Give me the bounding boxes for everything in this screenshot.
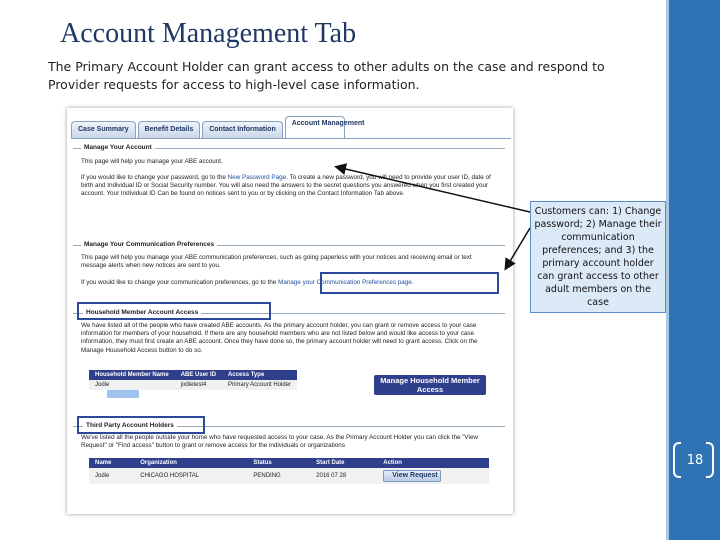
manage-household-access-button[interactable]: Manage Household Member Access xyxy=(374,375,486,395)
new-password-link[interactable]: New Password Page xyxy=(227,174,287,181)
communication-preferences-link[interactable]: Manage your Communication Preferences page. xyxy=(278,279,414,286)
callout-box: Customers can: 1) Change password; 2) Manage their communication preferences; and 3) the primary account holder can grant access to other adult members on the case xyxy=(530,201,666,313)
third-party-col-start: Start Date xyxy=(310,458,377,468)
communication-heading: Manage Your Communication Preferences xyxy=(81,241,217,248)
third-party-cell-name: Jodie xyxy=(89,468,134,484)
manage-account-intro: This page will help you manage your ABE account. xyxy=(81,158,223,165)
household-cell-userid: jodietest4 xyxy=(175,380,222,390)
tab-account-management[interactable]: Account Management xyxy=(285,116,345,138)
arrow-to-communication xyxy=(506,228,530,268)
third-party-heading: Third Party Account Holders xyxy=(83,422,177,429)
tab-case-summary[interactable]: Case Summary xyxy=(71,121,136,138)
tab-benefit-details[interactable]: Benefit Details xyxy=(138,121,201,138)
third-party-cell-status: PENDING xyxy=(247,468,310,484)
arrow-to-password xyxy=(337,167,530,212)
slide-title: Account Management Tab xyxy=(60,18,357,49)
household-body: We have listed all of the people who have created ABE accounts. As the primary account holder, you can grant or remove access to your case information for members of your household. If there are any household members who are not listed below and would like access to your case information, they must first create an ABE account. Once they have done so, the primary account holder will need to grant access. Click on the Manage Household Access button to do so. xyxy=(81,322,478,354)
third-party-cell-org: CHICAGO HOSPITAL xyxy=(134,468,247,484)
third-party-cell-start: 2016 07 28 xyxy=(310,468,377,484)
household-heading: Household Member Account Access xyxy=(83,309,201,316)
manage-account-heading: Manage Your Account xyxy=(81,144,155,151)
third-party-col-org: Organization xyxy=(134,458,247,468)
third-party-col-action: Action xyxy=(377,458,489,468)
manage-account-body-suffix: . To create a new password, you will need to provide your user ID, date of birth and Individual ID or Social Security number. You will also need the answers to the secret questions you answered when you first created your account. Your Individual ID Can be found on notices sent to you or by clicking on the Contact Information Tab above. xyxy=(81,174,491,198)
third-party-col-status: Status xyxy=(247,458,310,468)
view-request-button[interactable]: View Request xyxy=(383,470,441,482)
household-cell-name: Jodie xyxy=(89,380,175,390)
page-number: 18 xyxy=(686,453,704,468)
household-col-userid: ABE User ID xyxy=(175,370,222,380)
third-party-col-name: Name xyxy=(89,458,134,468)
slide-subtitle: The Primary Account Holder can grant access to other adults on the case and respond to Provider requests for access to high-level case information. xyxy=(48,59,605,92)
third-party-body: We've listed all the people outside your home who have requested access to your case. As the Primary Account Holder you can click the "View Request" or "Find access" button to grant or remove access for the individuals or organizations xyxy=(81,434,478,450)
communication-body: This page will help you manage your ABE communication preferences, such as going paperless with your notices and receiving email or text message alerts when new notices are sent to you. xyxy=(81,254,472,270)
manage-account-body-prefix: If you would like to change your password, go to the xyxy=(81,174,228,181)
household-col-name: Household Member Name xyxy=(89,370,175,380)
household-cell-access: Primary Account Holder xyxy=(222,380,297,390)
tab-contact-information[interactable]: Contact Information xyxy=(202,121,283,138)
household-col-access: Access Type xyxy=(222,370,297,380)
communication-line-prefix: If you would like to change your communication preferences, go to the xyxy=(81,279,279,286)
